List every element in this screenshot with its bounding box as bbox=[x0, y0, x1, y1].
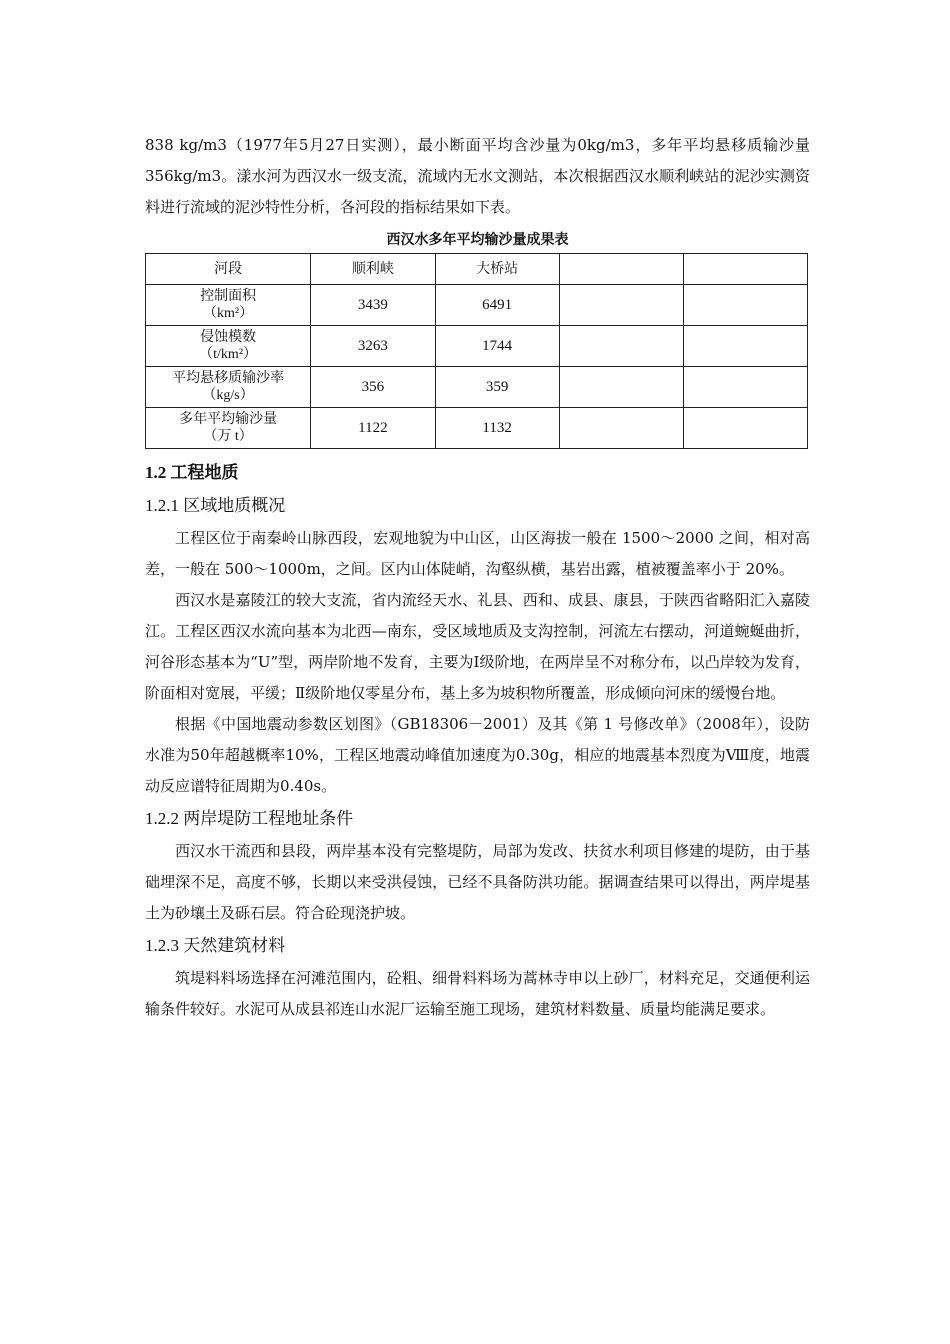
table-cell: 1122 bbox=[311, 408, 435, 449]
sediment-table bbox=[145, 253, 808, 449]
table-caption: 西汉水多年平均输沙量成果表 bbox=[386, 232, 569, 248]
table-cell: 359 bbox=[435, 367, 559, 408]
body-paragraph: 根据《中国地震动参数区划图》（GB18306－2001）及其《第 1 号修改单》（2008年），设防水准为50年超越概率10%，工程区地震动峰值加速度为0.30g，相应的地震基本烈度为Ⅷ度，地震动反应谱特征周期为0.40s。 bbox=[145, 715, 810, 795]
body-paragraph: 工程区位于南秦岭山脉西段，宏观地貌为中山区，山区海拔一般在 1500～2000 之间，相对高差，一般在 500～1000m，之间。区内山体陡峭，沟壑纵横，基岩出露，植被覆盖率小于 20%。 bbox=[145, 529, 810, 578]
intro-paragraph: 838 kg/m3（1977年5月27日实测），最小断面平均含沙量为0kg/m3，多年平均悬移质输沙量 356kg/m3。漾水河为西汉水一级支流，流域内无水文测站，本次根据西汉水顺利峡站的泥沙实测资料进行流域的泥沙特性分析，各河段的指标结果如下表。 bbox=[145, 136, 810, 216]
row-unit: （万 t） bbox=[203, 429, 253, 444]
body-paragraph: 西汉水干流西和县段，两岸基本没有完整堤防，局部为发改、扶贫水利项目修建的堤防，由于基础埋深不足，高度不够，长期以来受洪侵蚀，已经不具备防洪功能。据调查结果可以得出，两岸堤基土为砂壤土及砾石层。符合砼现浇护坡。 bbox=[145, 842, 810, 922]
header-cell-river-section: 河段 bbox=[146, 254, 311, 285]
row-label: 控制面积 bbox=[200, 288, 257, 304]
row-label: 多年平均输沙量 bbox=[179, 411, 278, 427]
table-header-row bbox=[146, 254, 808, 285]
table-cell bbox=[683, 285, 807, 326]
header-cell-daqiao: 大桥站 bbox=[435, 254, 559, 285]
body-paragraph: 筑堤料料场选择在河滩范围内，砼粗、细骨料料场为蒿林寺申以上砂厂，材料充足，交通便利运输条件较好。水泥可从成县祁连山水泥厂运输至施工现场，建筑材料数量、质量均能满足要求。 bbox=[145, 969, 810, 1018]
row-unit: （kg/s） bbox=[202, 388, 254, 403]
table-row bbox=[146, 285, 808, 326]
table-cell bbox=[559, 408, 683, 449]
table-cell bbox=[559, 285, 683, 326]
header-cell-empty-2 bbox=[683, 254, 807, 285]
subsection-heading-1-2-1: 1.2.1 区域地质概况 bbox=[145, 496, 286, 515]
row-unit: （t/km²） bbox=[199, 347, 258, 362]
table-cell: 3263 bbox=[311, 326, 435, 367]
header-cell-shunlixia: 顺利峡 bbox=[311, 254, 435, 285]
section-heading-1-2: 1.2 工程地质 bbox=[145, 463, 239, 482]
table-cell: 1744 bbox=[435, 326, 559, 367]
table-row bbox=[146, 408, 808, 449]
table-cell bbox=[559, 367, 683, 408]
row-label-cell bbox=[146, 408, 311, 449]
table-row bbox=[146, 367, 808, 408]
subsection-heading-1-2-3: 1.2.3 天然建筑材料 bbox=[145, 936, 286, 955]
row-unit: （km²） bbox=[203, 306, 254, 321]
table-row bbox=[146, 326, 808, 367]
row-label: 平均悬移质输沙率 bbox=[172, 370, 285, 386]
row-label: 侵蚀模数 bbox=[200, 329, 257, 345]
row-label-cell bbox=[146, 367, 311, 408]
table-cell: 356 bbox=[311, 367, 435, 408]
table-cell bbox=[683, 408, 807, 449]
row-label-cell bbox=[146, 285, 311, 326]
table-cell bbox=[559, 326, 683, 367]
table-cell bbox=[683, 367, 807, 408]
table-cell: 1132 bbox=[435, 408, 559, 449]
row-label-cell bbox=[146, 326, 311, 367]
document-page bbox=[145, 130, 810, 1025]
table-cell bbox=[683, 326, 807, 367]
table-cell: 6491 bbox=[435, 285, 559, 326]
table-cell: 3439 bbox=[311, 285, 435, 326]
header-cell-empty-1 bbox=[559, 254, 683, 285]
subsection-heading-1-2-2: 1.2.2 两岸堤防工程地址条件 bbox=[145, 809, 354, 828]
body-paragraph: 西汉水是嘉陵江的较大支流，省内流经天水、礼县、西和、成县、康县，于陕西省略阳汇入嘉陵江。工程区西汉水流向基本为北西—南东，受区域地质及支沟控制，河流左右摆动，河道蜿蜒曲折，河谷形态基本为“U”型，两岸阶地不发育，主要为Ⅰ级阶地，在两岸呈不对称分布，以凸岸较为发育，阶面相对宽展，平缓；Ⅱ级阶地仅零星分布，基上多为坡积物所覆盖，形成倾向河床的缓慢台地。 bbox=[145, 591, 810, 702]
